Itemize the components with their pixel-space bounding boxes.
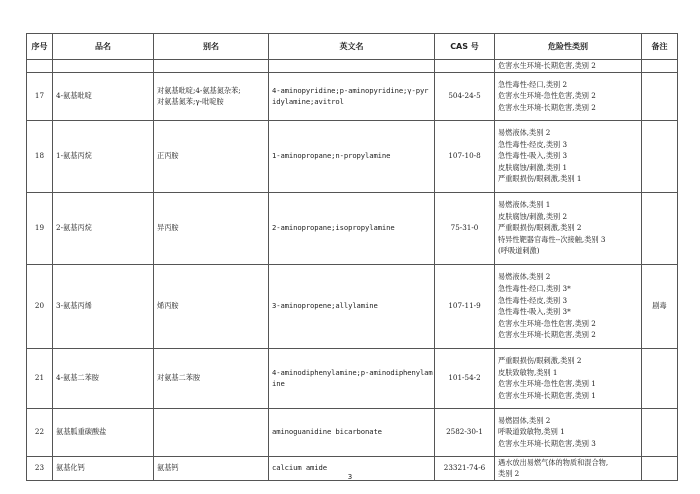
continuation-row bbox=[27, 60, 678, 73]
english-name bbox=[269, 408, 435, 456]
hazard-line: 急性毒性-经皮,类别 3 bbox=[498, 295, 568, 305]
remark bbox=[642, 408, 678, 456]
alias-line: 对氨基吡啶;4-氨基氮杂苯; bbox=[157, 85, 241, 95]
hazard-line: 危害水生环境-长期危害,类别 2 bbox=[498, 102, 596, 112]
hazard-line: 危害水生环境-急性危害,类别 2 bbox=[498, 91, 596, 101]
hazard-categories bbox=[495, 72, 642, 120]
hazard-categories bbox=[495, 120, 642, 192]
hazard-line: 呼吸道致敏物,类别 1 bbox=[498, 427, 565, 437]
alias-line: 异丙胺 bbox=[157, 223, 179, 233]
chemical-alias bbox=[154, 120, 269, 192]
english-name-line: 2-aminopropane;isopropylamine bbox=[272, 223, 395, 233]
hazard-line: 危害水生环境-长期危害,类别 2 bbox=[498, 330, 596, 340]
chemical-alias bbox=[154, 264, 269, 348]
hazard-line: 类别 2 bbox=[498, 469, 520, 479]
hazard-line: 急性毒性-吸入,类别 3* bbox=[498, 307, 571, 317]
row-number: 17 bbox=[27, 72, 53, 120]
english-name-line: calcium amide bbox=[272, 463, 327, 473]
hazard-categories bbox=[495, 348, 642, 408]
english-name-line: idylamine;avitrol bbox=[272, 97, 344, 107]
row-number: 22 bbox=[27, 408, 53, 456]
cas-number: 23321-74-6 bbox=[435, 456, 495, 480]
continuation-name bbox=[53, 60, 154, 73]
english-name-line: aminoguanidine bicarbonate bbox=[272, 427, 382, 437]
chemical-name: 3-氨基丙烯 bbox=[53, 264, 154, 348]
table-row bbox=[27, 192, 678, 264]
header-english: 英文名 bbox=[269, 34, 435, 60]
header-name: 品名 bbox=[53, 34, 154, 60]
table-row bbox=[27, 348, 678, 408]
hazard-line: 皮肤腐蚀/刺激,类别 2 bbox=[498, 211, 568, 221]
alias-line: 对氨基二苯胺 bbox=[157, 373, 201, 383]
header-alias: 别名 bbox=[154, 34, 269, 60]
table-row bbox=[27, 408, 678, 456]
english-name-line: 4-aminopyridine;p-aminopyridine;γ-pyr bbox=[272, 85, 429, 95]
hazard-categories bbox=[495, 192, 642, 264]
remark bbox=[642, 192, 678, 264]
english-name bbox=[269, 72, 435, 120]
header-note: 备注 bbox=[642, 34, 678, 60]
continuation-alias bbox=[154, 60, 269, 73]
cas-number: 107-11-9 bbox=[435, 264, 495, 348]
hazard-line: 危害水生环境-急性危害,类别 2 bbox=[498, 318, 596, 328]
hazard-line: 皮肤致敏物,类别 1 bbox=[498, 367, 558, 377]
chemical-name: 氨基化钙 bbox=[53, 456, 154, 480]
hazard-line: 易燃液体,类别 1 bbox=[498, 200, 551, 210]
hazardous-chemicals-table bbox=[26, 33, 678, 481]
chemical-alias bbox=[154, 192, 269, 264]
continuation-english bbox=[269, 60, 435, 73]
hazard-line: 急性毒性-吸入,类别 3 bbox=[498, 151, 568, 161]
hazard-line: 易燃液体,类别 2 bbox=[498, 128, 551, 138]
hazard-line: 急性毒性-经皮,类别 3 bbox=[498, 139, 568, 149]
alias-line: 正丙胺 bbox=[157, 151, 179, 161]
continuation-hazard bbox=[495, 60, 642, 73]
hazard-line: 易燃液体,类别 2 bbox=[498, 272, 551, 282]
row-number: 21 bbox=[27, 348, 53, 408]
hazard-line: 严重眼损伤/眼刺激,类别 2 bbox=[498, 223, 582, 233]
hazard-line: 危害水生环境-长期危害,类别 3 bbox=[498, 438, 596, 448]
continuation-cas bbox=[435, 60, 495, 73]
remark bbox=[642, 348, 678, 408]
hazard-line: 特异性靶器官毒性--次接触,类别 3 bbox=[498, 234, 606, 244]
english-name bbox=[269, 192, 435, 264]
chemical-name: 2-氨基丙烷 bbox=[53, 192, 154, 264]
table-row bbox=[27, 264, 678, 348]
row-number: 19 bbox=[27, 192, 53, 264]
hazard-categories bbox=[495, 408, 642, 456]
chemical-name: 1-氨基丙烷 bbox=[53, 120, 154, 192]
chemical-name: 氨基胍重碳酸盐 bbox=[53, 408, 154, 456]
continuation-no bbox=[27, 60, 53, 73]
cas-number: 75-31-0 bbox=[435, 192, 495, 264]
hazard-line: 严重眼损伤/眼刺激,类别 2 bbox=[498, 355, 582, 365]
hazard-line: 急性毒性-经口,类别 2 bbox=[498, 79, 568, 89]
table-row bbox=[27, 120, 678, 192]
chemical-name: 4-氨基吡啶 bbox=[53, 72, 154, 120]
remark bbox=[642, 72, 678, 120]
alias-line: 对氨基氮苯;γ-吡啶胺 bbox=[157, 97, 224, 107]
english-name bbox=[269, 120, 435, 192]
hazard-line: 遇水放出易燃气体的物质和混合物, bbox=[498, 457, 609, 467]
english-name-line: ine bbox=[272, 379, 285, 389]
alias-line: 氨基钙 bbox=[157, 463, 179, 473]
remark: 剧毒 bbox=[642, 264, 678, 348]
chemical-name: 4-氨基二苯胺 bbox=[53, 348, 154, 408]
row-number: 23 bbox=[27, 456, 53, 480]
chemical-alias bbox=[154, 408, 269, 456]
english-name bbox=[269, 264, 435, 348]
english-name-line: 4-aminodiphenylamine;p-aminodiphenylam bbox=[272, 367, 433, 377]
hazard-line: 危害水生环境-长期危害,类别 2 bbox=[498, 61, 596, 70]
english-name bbox=[269, 348, 435, 408]
remark bbox=[642, 120, 678, 192]
header-no: 序号 bbox=[27, 34, 53, 60]
table-body bbox=[27, 60, 678, 481]
hazard-line: 严重眼损伤/眼刺激,类别 1 bbox=[498, 174, 582, 184]
cas-number: 2582-30-1 bbox=[435, 408, 495, 456]
row-number: 18 bbox=[27, 120, 53, 192]
chemical-alias bbox=[154, 348, 269, 408]
hazard-line: 易燃固体,类别 2 bbox=[498, 415, 551, 425]
table-header-row bbox=[27, 34, 678, 60]
cas-number: 504-24-5 bbox=[435, 72, 495, 120]
cas-number: 107-10-8 bbox=[435, 120, 495, 192]
hazard-line: 危害水生环境-急性危害,类别 1 bbox=[498, 379, 596, 389]
cas-number: 101-54-2 bbox=[435, 348, 495, 408]
table-row bbox=[27, 72, 678, 120]
hazard-categories bbox=[495, 264, 642, 348]
hazard-line: 急性毒性-经口,类别 3* bbox=[498, 283, 571, 293]
english-name-line: 1-aminopropane;n-propylamine bbox=[272, 151, 391, 161]
page-number: 3 bbox=[347, 473, 353, 481]
english-name-line: 3-aminopropene;allylamine bbox=[272, 301, 378, 311]
continuation-note bbox=[642, 60, 678, 73]
hazard-line: (呼吸道刺激) bbox=[498, 246, 540, 256]
hazard-line: 危害水生环境-长期危害,类别 1 bbox=[498, 390, 596, 400]
header-hazard: 危险性类别 bbox=[495, 34, 642, 60]
alias-line: 烯丙胺 bbox=[157, 301, 179, 311]
row-number: 20 bbox=[27, 264, 53, 348]
hazard-line: 皮肤腐蚀/刺激,类别 1 bbox=[498, 162, 568, 172]
header-cas: CAS 号 bbox=[435, 34, 495, 60]
chemical-alias bbox=[154, 72, 269, 120]
